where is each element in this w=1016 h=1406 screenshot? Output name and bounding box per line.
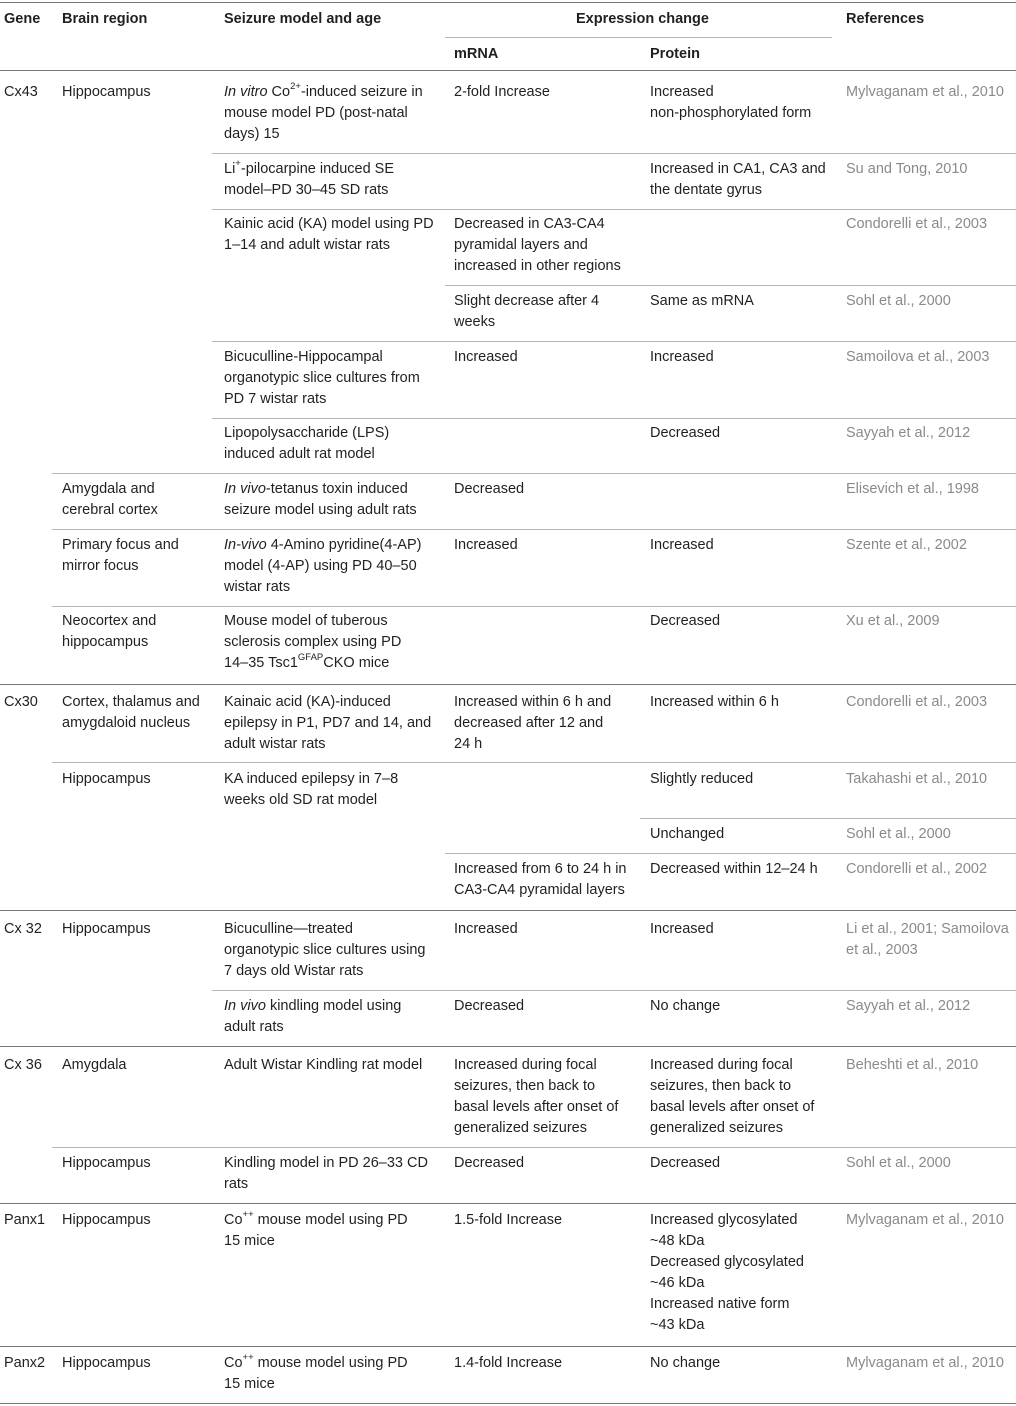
protein-cell: Increased native form xyxy=(650,1296,790,1312)
mrna-cell: CA3-CA4 pyramidal layers xyxy=(454,882,625,898)
gene-divider xyxy=(0,1346,1016,1347)
header-references: References xyxy=(846,11,925,27)
seizure-model-cell: adult rats xyxy=(224,1019,284,1035)
gene-cell: Panx1 xyxy=(4,1212,46,1228)
protein-cell: Decreased within 12–24 h xyxy=(650,861,818,877)
reference-cell: Mylvaganam et al., 2010 xyxy=(846,84,1004,100)
row-divider xyxy=(445,285,1016,286)
seizure-model-cell: In vivo kindling model using xyxy=(224,998,402,1014)
row-divider xyxy=(640,818,1016,819)
header-gene: Gene xyxy=(4,11,41,27)
protein-cell: No change xyxy=(650,998,721,1014)
mrna-cell: pyramidal layers and xyxy=(454,237,588,253)
brain-region-cell: hippocampus xyxy=(62,634,149,650)
reference-cell: Mylvaganam et al., 2010 xyxy=(846,1212,1004,1228)
protein-cell: No change xyxy=(650,1355,721,1371)
reference-cell: Sohl et al., 2000 xyxy=(846,1155,951,1171)
seizure-model-cell: Co++ mouse model using PD xyxy=(224,1209,408,1228)
header-bottom-rule xyxy=(0,70,1016,71)
brain-region-cell: Hippocampus xyxy=(62,1212,151,1228)
row-divider xyxy=(52,473,1016,474)
seizure-model-cell: weeks old SD rat model xyxy=(224,792,378,808)
seizure-model-cell: organotypic slice cultures from xyxy=(224,370,420,386)
seizure-model-cell: In vitro $Co^{2+}$-induced seizure in xyxy=(224,81,423,100)
seizure-model-cell: wistar rats xyxy=(224,579,291,595)
seizure-model-cell: Li+-pilocarpine induced SE xyxy=(224,158,395,177)
protein-cell: Increased glycosylated xyxy=(650,1212,798,1228)
mrna-cell: Increased within 6 h and xyxy=(454,694,612,710)
table-top-rule xyxy=(0,2,1016,3)
seizure-model-cell: 1–14 and adult wistar rats xyxy=(224,237,391,253)
gene-cell: Cx 36 xyxy=(4,1057,42,1073)
mrna-cell: Decreased in CA3-CA4 xyxy=(454,216,605,232)
reference-cell: Samoilova et al., 2003 xyxy=(846,349,990,365)
table-bottom-rule xyxy=(0,1403,1016,1404)
protein-cell: Increased xyxy=(650,537,714,553)
reference-cell: Sayyah et al., 2012 xyxy=(846,998,971,1014)
mrna-cell: Increased xyxy=(454,921,518,937)
seizure-model-cell: rats xyxy=(224,1176,249,1192)
brain-region-cell: Amygdala xyxy=(62,1057,127,1073)
protein-cell: ~46 kDa xyxy=(650,1275,705,1291)
reference-cell: Condorelli et al., 2002 xyxy=(846,861,988,877)
mrna-cell: 24 h xyxy=(454,736,483,752)
brain-region-cell: cerebral cortex xyxy=(62,502,158,518)
mrna-cell: seizures, then back to xyxy=(454,1078,596,1094)
protein-cell: Increased xyxy=(650,84,714,100)
row-divider xyxy=(52,762,1016,763)
seizure-model-cell: 15 mice xyxy=(224,1233,275,1249)
row-divider xyxy=(212,341,1016,342)
seizure-model-cell: epilepsy in P1, PD7 and 14, and xyxy=(224,715,432,731)
protein-cell: Increased during focal xyxy=(650,1057,793,1073)
seizure-model-cell: 15 mice xyxy=(224,1376,275,1392)
mrna-cell: Decreased xyxy=(454,998,525,1014)
seizure-model-cell: Kindling model in PD 26–33 CD xyxy=(224,1155,428,1171)
gene-divider xyxy=(0,910,1016,911)
seizure-model-cell: sclerosis complex using PD xyxy=(224,634,402,650)
seizure-model-cell: mouse model PD (post-natal xyxy=(224,105,408,121)
seizure-model-cell: organotypic slice cultures using xyxy=(224,942,426,958)
header-mrna: mRNA xyxy=(454,46,499,62)
seizure-model-cell: Kainic acid (KA) model using PD xyxy=(224,216,434,232)
header-seizure-model: Seizure model and age xyxy=(224,11,382,27)
mrna-cell: Slight decrease after 4 xyxy=(454,293,600,309)
seizure-model-cell: Kainaic acid (KA)-induced xyxy=(224,694,391,710)
mrna-cell: 2-fold Increase xyxy=(454,84,550,100)
seizure-model-cell: Lipopolysaccharide (LPS) xyxy=(224,425,390,441)
protein-cell: Increased within 6 h xyxy=(650,694,779,710)
protein-cell: the dentate gyrus xyxy=(650,182,763,198)
seizure-model-cell: Mouse model of tuberous xyxy=(224,613,388,629)
brain-region-cell: Cortex, thalamus and xyxy=(62,694,200,710)
header-brain-region: Brain region xyxy=(62,11,148,27)
reference-cell: Xu et al., 2009 xyxy=(846,613,940,629)
seizure-model-cell: model (4-AP) using PD 40–50 xyxy=(224,558,417,574)
mrna-cell: Increased during focal xyxy=(454,1057,597,1073)
reference-cell: Condorelli et al., 2003 xyxy=(846,216,988,232)
brain-region-cell: Primary focus and xyxy=(62,537,179,553)
protein-cell: Slightly reduced xyxy=(650,771,754,787)
protein-cell: basal levels after onset of xyxy=(650,1099,815,1115)
brain-region-cell: Hippocampus xyxy=(62,84,151,100)
brain-region-cell: Hippocampus xyxy=(62,1355,151,1371)
protein-cell: Decreased xyxy=(650,613,721,629)
gene-cell: Cx43 xyxy=(4,84,38,100)
brain-region-cell: mirror focus xyxy=(62,558,139,574)
seizure-model-cell: seizure model using adult rats xyxy=(224,502,417,518)
mrna-cell: decreased after 12 and xyxy=(454,715,604,731)
mrna-cell: generalized seizures xyxy=(454,1120,587,1136)
reference-cell: Sayyah et al., 2012 xyxy=(846,425,971,441)
mrna-cell: weeks xyxy=(454,314,496,330)
gene-divider xyxy=(0,1046,1016,1047)
seizure-model-cell: 7 days old Wistar rats xyxy=(224,963,364,979)
seizure-model-cell: Bicuculline-Hippocampal xyxy=(224,349,383,365)
brain-region-cell: Hippocampus xyxy=(62,1155,151,1171)
seizure-model-cell: In-vivo 4-Amino pyridine(4-AP) xyxy=(224,537,422,553)
protein-cell: ~43 kDa xyxy=(650,1317,705,1333)
seizure-model-cell: KA induced epilepsy in 7–8 xyxy=(224,771,399,787)
row-divider xyxy=(445,853,1016,854)
brain-region-cell: Hippocampus xyxy=(62,771,151,787)
reference-cell: Mylvaganam et al., 2010 xyxy=(846,1355,1004,1371)
mrna-cell: basal levels after onset of xyxy=(454,1099,619,1115)
mrna-cell: Decreased xyxy=(454,1155,525,1171)
brain-region-cell: amygdaloid nucleus xyxy=(62,715,191,731)
reference-cell: Condorelli et al., 2003 xyxy=(846,694,988,710)
row-divider xyxy=(212,209,1016,210)
row-divider xyxy=(212,418,1016,419)
gene-divider xyxy=(0,684,1016,685)
row-divider xyxy=(52,1147,1016,1148)
protein-cell: Increased xyxy=(650,921,714,937)
gene-divider xyxy=(0,1203,1016,1204)
reference-cell: Beheshti et al., 2010 xyxy=(846,1057,979,1073)
seizure-model-cell: induced adult rat model xyxy=(224,446,375,462)
header-protein: Protein xyxy=(650,46,700,62)
mrna-cell: 1.5-fold Increase xyxy=(454,1212,563,1228)
gene-cell: Cx 32 xyxy=(4,921,42,937)
seizure-model-cell: model–PD 30–45 SD rats xyxy=(224,182,389,198)
seizure-model-cell: Bicuculline—treated xyxy=(224,921,353,937)
protein-cell: Unchanged xyxy=(650,826,725,842)
protein-cell: Same as mRNA xyxy=(650,293,754,309)
reference-cell: et al., 2003 xyxy=(846,942,918,958)
protein-cell: Increased in CA1, CA3 and xyxy=(650,161,826,177)
mrna-cell: Increased from 6 to 24 h in xyxy=(454,861,627,877)
protein-cell: ~48 kDa xyxy=(650,1233,705,1249)
reference-cell: Sohl et al., 2000 xyxy=(846,826,951,842)
seizure-model-cell: In vivo-tetanus toxin induced xyxy=(224,481,408,497)
header-expression-change: Expression change xyxy=(576,11,709,27)
brain-region-cell: Amygdala and xyxy=(62,481,155,497)
reference-cell: Sohl et al., 2000 xyxy=(846,293,951,309)
mrna-cell: Increased xyxy=(454,349,518,365)
protein-cell: Decreased xyxy=(650,425,721,441)
expression-header-rule xyxy=(445,37,832,38)
mrna-cell: Increased xyxy=(454,537,518,553)
protein-cell: Decreased glycosylated xyxy=(650,1254,804,1270)
seizure-model-cell: PD 7 wistar rats xyxy=(224,391,327,407)
mrna-cell: increased in other regions xyxy=(454,258,621,274)
row-divider xyxy=(52,529,1016,530)
protein-cell: non-phosphorylated form xyxy=(650,105,812,121)
gene-cell: Panx2 xyxy=(4,1355,46,1371)
reference-cell: Szente et al., 2002 xyxy=(846,537,967,553)
row-divider xyxy=(212,153,1016,154)
mrna-cell: Decreased xyxy=(454,481,525,497)
reference-cell: Takahashi et al., 2010 xyxy=(846,771,988,787)
seizure-model-cell: Co++ mouse model using PD xyxy=(224,1352,408,1371)
seizure-model-cell: 14–35 $Tsc1^{GFAP}CKO$ mice xyxy=(224,652,390,671)
reference-cell: Su and Tong, 2010 xyxy=(846,161,968,177)
protein-cell: seizures, then back to xyxy=(650,1078,792,1094)
protein-cell: Decreased xyxy=(650,1155,721,1171)
protein-cell: Increased xyxy=(650,349,714,365)
seizure-model-cell: Adult Wistar Kindling rat model xyxy=(224,1057,423,1073)
gene-cell: Cx30 xyxy=(4,694,38,710)
row-divider xyxy=(212,990,1016,991)
reference-cell: Elisevich et al., 1998 xyxy=(846,481,979,497)
seizure-model-cell: days) 15 xyxy=(224,126,280,142)
seizure-model-cell: adult wistar rats xyxy=(224,736,326,752)
mrna-cell: 1.4-fold Increase xyxy=(454,1355,563,1371)
brain-region-cell: Hippocampus xyxy=(62,921,151,937)
row-divider xyxy=(52,606,1016,607)
protein-cell: generalized seizures xyxy=(650,1120,783,1136)
brain-region-cell: Neocortex and xyxy=(62,613,157,629)
reference-cell: Li et al., 2001; Samoilova xyxy=(846,921,1009,937)
